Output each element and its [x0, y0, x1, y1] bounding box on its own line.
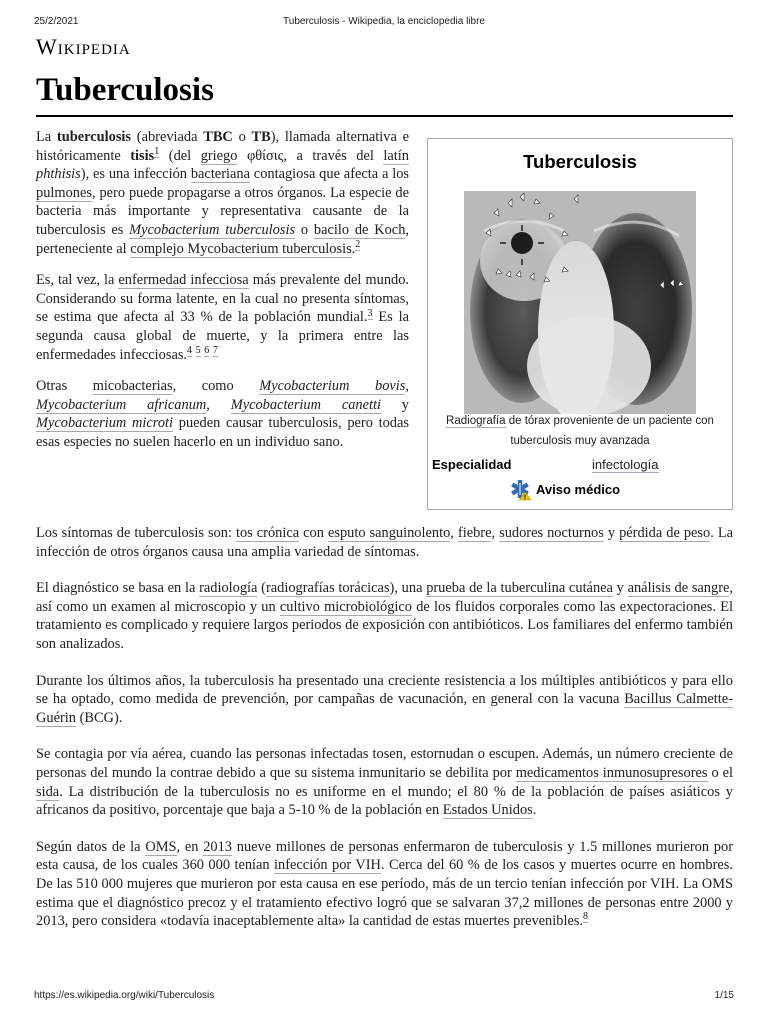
paragraph-other-mycobacteria: Otras micobacterias, como Mycobacterium bovis, Mycobacterium africanum, Mycobacterium canetti y Mycobacterium microti pueden causar tuberculosis, pero todas esas especies no suelen hacerlo en un individuo sano. — [36, 378, 410, 450]
ref-5: 5 — [195, 344, 201, 356]
ref-6: 6 — [204, 344, 210, 356]
link-tos-cronica[interactable]: tos crónica — [235, 525, 300, 541]
print-url: https://es.wikipedia.org/wiki/Tuberculosis — [34, 990, 215, 1001]
specialty-link[interactable]: infectología — [592, 457, 659, 472]
infobox-title: Tuberculosis — [523, 151, 637, 172]
chest-xray-image[interactable] — [464, 191, 696, 414]
print-header — [34, 16, 734, 30]
link-m-africanum[interactable]: Mycobacterium africanum — [36, 396, 207, 413]
link-2013[interactable]: 2013 — [203, 838, 232, 855]
specialty-label: Especialidad — [432, 457, 512, 472]
link-radiologia[interactable]: radiología — [199, 580, 258, 597]
link-estados-unidos[interactable]: Estados Unidos — [442, 802, 533, 819]
link-sida[interactable]: sida — [36, 783, 60, 800]
print-date: 25/2/2021 — [34, 16, 79, 27]
ref-8: 8 — [583, 911, 589, 923]
ref-2: 2 — [355, 238, 361, 250]
link-micobacterias[interactable]: micobacterias — [92, 378, 173, 395]
link-m-microti[interactable]: Mycobacterium microti — [36, 415, 174, 432]
wikipedia-logo[interactable]: Wikipedia — [36, 34, 131, 59]
article-body — [36, 128, 733, 949]
specialty-value — [592, 456, 659, 475]
caption-link-radiografia[interactable]: Radiografía — [446, 415, 506, 427]
link-prueba-tuberculina[interactable]: prueba de la tuberculina cutánea — [426, 580, 613, 597]
link-fiebre[interactable]: fiebre — [457, 525, 492, 541]
link-complejo-mycobacterium[interactable]: complejo Mycobacterium tuberculosis — [130, 240, 352, 257]
medical-notice[interactable] — [510, 479, 620, 501]
link-enfermedad-infecciosa[interactable]: enfermedad infecciosa — [118, 272, 249, 289]
ref-4: 4 — [187, 344, 193, 356]
star-of-life-warning-icon — [510, 479, 532, 501]
medical-notice-label: Aviso médico — [536, 481, 621, 497]
paragraph-prevalence: Es, tal vez, la enfermedad infecciosa más prevalente del mundo. Considerando su forma latente, en la cual no presenta síntomas, se estima que afecta al 33 % de la población mundial.$^3$ Es la segunda causa global de muerte, y la primera entre las enfermedades infecciosas.$^4$ $^5$ $^6$ $^7$ — [36, 272, 410, 363]
link-pulmones[interactable]: pulmones — [36, 184, 92, 201]
link-m-canetti[interactable]: Mycobacterium canetti — [230, 396, 381, 413]
link-oms[interactable]: OMS — [145, 838, 177, 855]
link-bacilo-de-koch[interactable]: bacilo de Koch — [313, 221, 406, 238]
caption-text: de tórax proveniente de un paciente con tuberculosis muy avanzada — [505, 415, 714, 447]
paragraph-resistance: Durante los últimos años, la tuberculosis ha presentado una creciente resistencia a los múltiples antibióticos y para ello se ha optado, como medida de prevención, por campañas de vacunación, en general con la vacuna Bacillus Calmette-Guérin (BCG). — [36, 672, 733, 726]
link-mycobacterium-tuberculosis[interactable]: Mycobacterium tuberculosis — [129, 221, 296, 238]
link-esputo-sanguinolento[interactable]: esputo sanguinolento — [327, 525, 451, 541]
link-cultivo-microbiologico[interactable]: cultivo microbiológico — [279, 598, 412, 615]
link-inmunosupresores[interactable]: medicamentos inmunosupresores — [515, 764, 708, 781]
link-latin[interactable]: latín — [383, 147, 409, 164]
paragraph-who-data: Según datos de la OMS, en 2013 nueve millones de personas enfermaron de tuberculosis y 1.5 millones murieron por esta causa, de los cuales 360 000 tenían infección por VIH. Cerca del 60 % de los casos y muertes ocurre en hombres. De las 510 000 mujeres que murieron por esta causa en ese período, más de un tercio tenían infección por VIH. La OMS estima que el diagnóstico precoz y el tratamiento efectivo logró que se salvaran 37,2 millones de personas entre 2000 y 2013, pero considera «todavía inaceptablemente alta» la cantidad de estas muertes prevenibles.$^8$ — [36, 838, 734, 930]
print-page-title: Tuberculosis - Wikipedia, la enciclopedia libre — [283, 16, 485, 27]
link-griego[interactable]: griego — [200, 147, 238, 164]
paragraph-transmission: Se contagia por vía aérea, cuando las personas infectadas tosen, estornudan o escupen. Además, un número creciente de personas del mundo la contrae debido a que su sistema inmunitario se debilita por medicamentos inmunosupresores o el sida. La distribución de la tuberculosis no es uniforme en el mundo; el 80 % de la población de países asiáticos y africanos da positivo, porcentaje que baja a 5-10 % de la población en Estados Unidos. — [36, 746, 733, 819]
link-infeccion-vih[interactable]: infección por VIH — [274, 857, 381, 874]
page-title: Tuberculosis — [36, 72, 214, 108]
link-bacteriana[interactable]: bacteriana — [190, 166, 250, 183]
print-page-number: 1/15 — [714, 990, 734, 1001]
infobox — [427, 138, 733, 510]
paragraph-intro: La tuberculosis (abreviada TBC o TB), llamada alternativa e históricamente tisis$^1$ (del griego φθίσις, a través del latín phthisis), es una infección bacteriana contagiosa que afecta a los pulmones, pero puede propagarse a otros órganos. La especie de bacteria más importante y representativa causante de la tuberculosis es Mycobacterium tuberculosis o bacilo de Koch, perteneciente al complejo Mycobacterium tuberculosis.$^2$ — [36, 129, 410, 257]
link-radiografias-toracicas[interactable]: radiografías torácicas — [265, 580, 390, 597]
link-analisis-de-sangre[interactable]: análisis de sangre — [627, 580, 730, 597]
ref-3: 3 — [367, 307, 373, 319]
ref-7: 7 — [212, 344, 218, 356]
link-bcg[interactable]: Bacillus Calmette-Guérin — [36, 691, 733, 726]
ref-1: 1 — [154, 145, 160, 157]
print-footer — [34, 990, 734, 1004]
link-m-bovis[interactable]: Mycobacterium bovis — [259, 378, 406, 395]
link-sudores-nocturnos[interactable]: sudores nocturnos — [499, 525, 604, 541]
paragraph-diagnosis: El diagnóstico se basa en la radiología (radiografías torácicas), una prueba de la tuberculina cutánea y análisis de sangre, así como un examen al microscopio y un cultivo microbiológico de los fluidos corporales como las expectoraciones. El tratamiento es complicado y requiere largos periodos de exposición con antibióticos. Los familiares del enfermo también son analizados. — [36, 580, 733, 652]
title-divider — [36, 115, 733, 117]
paragraph-symptoms: Los síntomas de tuberculosis son: tos crónica con esputo sanguinolento, fiebre, sudores nocturnos y pérdida de peso. La infección de otros órganos causa una amplia variedad de síntomas. — [36, 525, 734, 560]
link-perdida-de-peso[interactable]: pérdida de peso — [619, 525, 711, 541]
infobox-caption — [436, 411, 724, 451]
